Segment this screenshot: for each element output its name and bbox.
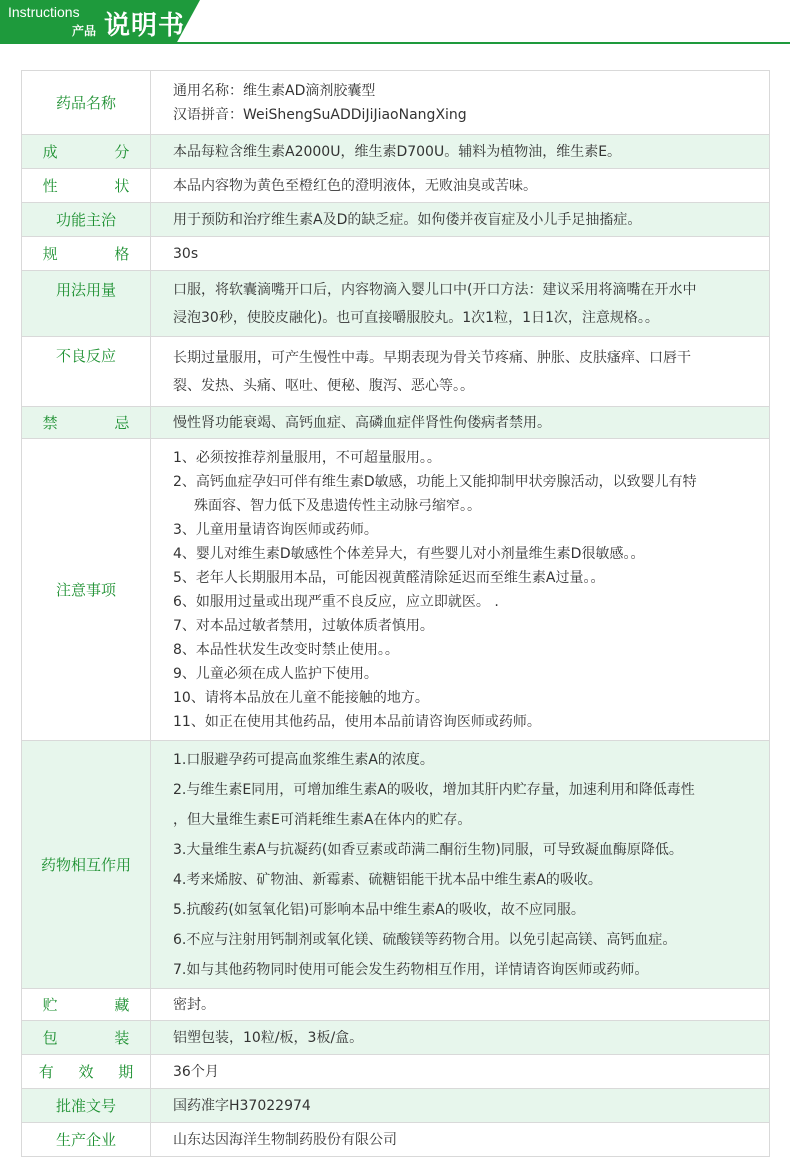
adverse-line-2: 裂、发热、头痛、呕吐、便秘、腹泻、恶心等。。 (173, 377, 474, 394)
generic-name: 通用名称：维生素AD滴剂胶囊型 (173, 82, 376, 99)
contraindications-text: 慢性肾功能衰竭、高钙血症、高磷血症伴肾性佝偻病者禁用。 (151, 407, 770, 439)
label-indications: 功能主治 (22, 203, 151, 237)
label-approval: 批准文号 (22, 1089, 151, 1123)
storage-text: 密封。 (151, 989, 770, 1021)
row-approval (22, 1089, 770, 1123)
label-validity: 有 效 期 (38, 1063, 144, 1081)
row-interactions (22, 741, 770, 989)
label-storage: 贮 藏 (42, 996, 156, 1014)
row-precautions (22, 439, 770, 741)
usage-line-1: 口服，将软囊滴嘴开口后，内容物滴入婴儿口中(开口方法：建议采用将滴嘴在开水中 (173, 281, 697, 298)
list-item: 6.不应与注射用钙制剂或氧化镁、硫酸镁等药物合用。以免引起高镁、高钙血症。 (173, 931, 677, 948)
validity-text: 36个月 (151, 1055, 770, 1089)
label-spec: 规 格 (42, 245, 156, 263)
row-manufacturer (22, 1123, 770, 1157)
ingredients-text: 本品每粒含维生素A2000U，维生素D700U。辅料为植物油，维生素E。 (151, 135, 770, 169)
label-usage: 用法用量 (22, 271, 151, 337)
row-spec (22, 237, 770, 271)
package-text: 铝塑包装，10粒/板，3板/盒。 (151, 1021, 770, 1055)
instructions-table (21, 70, 770, 1157)
row-drug-name (22, 71, 770, 135)
list-item: ，但大量维生素E可消耗维生素A在体内的贮存。 (173, 811, 472, 828)
appearance-text: 本品内容物为黄色至橙红色的澄明液体，无败油臭或苦味。 (151, 169, 770, 203)
header-banner (0, 0, 790, 44)
row-adverse (22, 337, 770, 407)
header-divider (0, 42, 790, 44)
list-item: 10、请将本品放在儿童不能接触的地方。 (173, 689, 429, 706)
list-item: 3.大量维生素A与抗凝药(如香豆素或茚满二酮衍生物)同服，可导致凝血酶原降低。 (173, 841, 683, 858)
list-item: 1、必须按推荐剂量服用，不可超量服用。。 (173, 449, 441, 466)
row-storage (22, 989, 770, 1021)
row-contraindications (22, 407, 770, 439)
label-adverse: 不良反应 (22, 337, 151, 407)
header-product-label: 产品 (72, 24, 97, 38)
label-drug-name: 药品名称 (22, 71, 151, 135)
list-item: 5、老年人长期服用本品，可能因视黄醛清除延迟而至维生素A过量。。 (173, 569, 605, 586)
label-ingredients: 成 分 (42, 143, 156, 161)
label-package: 包 装 (42, 1029, 156, 1047)
spec-text: 30s (151, 237, 770, 271)
indications-text: 用于预防和治疗维生素A及D的缺乏症。如佝偻并夜盲症及小儿手足抽搐症。 (151, 203, 770, 237)
list-item: 6、如服用过量或出现严重不良反应，应立即就医。 . (173, 593, 499, 610)
approval-text: 国药准字H37022974 (151, 1089, 770, 1123)
list-item: 4.考来烯胺、矿物油、新霉素、硫糖铝能干扰本品中维生素A的吸收。 (173, 871, 602, 888)
list-item: 1.口服避孕药可提高血浆维生素A的浓度。 (173, 751, 434, 768)
row-indications (22, 203, 770, 237)
list-item: 4、婴儿对维生素D敏感性个体差异大，有些婴儿对小剂量维生素D很敏感。。 (173, 545, 645, 562)
list-item: 7.如与其他药物同时使用可能会发生药物相互作用，详情请咨询医师或药师。 (173, 961, 649, 978)
row-usage (22, 271, 770, 337)
header-title: 说明书 (104, 11, 186, 41)
list-item: 殊面容、智力低下及患遗传性主动脉弓缩窄。。 (194, 497, 481, 514)
pinyin-name: 汉语拼音：WeiShengSuADDiJiJiaoNangXing (173, 106, 467, 123)
label-contraindications: 禁 忌 (42, 414, 156, 432)
list-item: 5.抗酸药(如氢氧化铝)可影响本品中维生素A的吸收，故不应同服。 (173, 901, 585, 918)
row-package (22, 1021, 770, 1055)
header-english-title: Instructions (8, 4, 80, 20)
row-appearance (22, 169, 770, 203)
row-validity (22, 1055, 770, 1089)
list-item: 3、儿童用量请咨询医师或药师。 (173, 521, 378, 538)
label-appearance: 性 状 (42, 177, 156, 195)
list-item: 8、本品性状发生改变时禁止使用。。 (173, 641, 399, 658)
usage-line-2: 浸泡30秒，使胶皮融化)。也可直接嚼服胶丸。1次1粒，1日1次，注意规格。。 (173, 309, 659, 326)
list-item: 9、儿童必须在成人监护下使用。 (173, 665, 378, 682)
manufacturer-text: 山东达因海洋生物制药股份有限公司 (151, 1123, 770, 1157)
precautions-list (173, 446, 769, 734)
label-precautions: 注意事项 (22, 439, 151, 741)
list-item: 2、高钙血症孕妇可伴有维生素D敏感，功能上又能抑制甲状旁腺活动，以致婴儿有特 (173, 473, 697, 490)
row-ingredients (22, 135, 770, 169)
label-interactions: 药物相互作用 (22, 741, 151, 989)
label-manufacturer: 生产企业 (22, 1123, 151, 1157)
list-item: 2.与维生素E同用，可增加维生素A的吸收，增加其肝内贮存量，加速利用和降低毒性 (173, 781, 695, 798)
list-item: 11、如正在使用其他药品，使用本品前请咨询医师或药师。 (173, 713, 541, 730)
list-item: 7、对本品过敏者禁用，过敏体质者慎用。 (173, 617, 434, 634)
adverse-line-1: 长期过量服用，可产生慢性中毒。早期表现为骨关节疼痛、肿胀、皮肤瘙痒、口唇干 (173, 349, 691, 366)
